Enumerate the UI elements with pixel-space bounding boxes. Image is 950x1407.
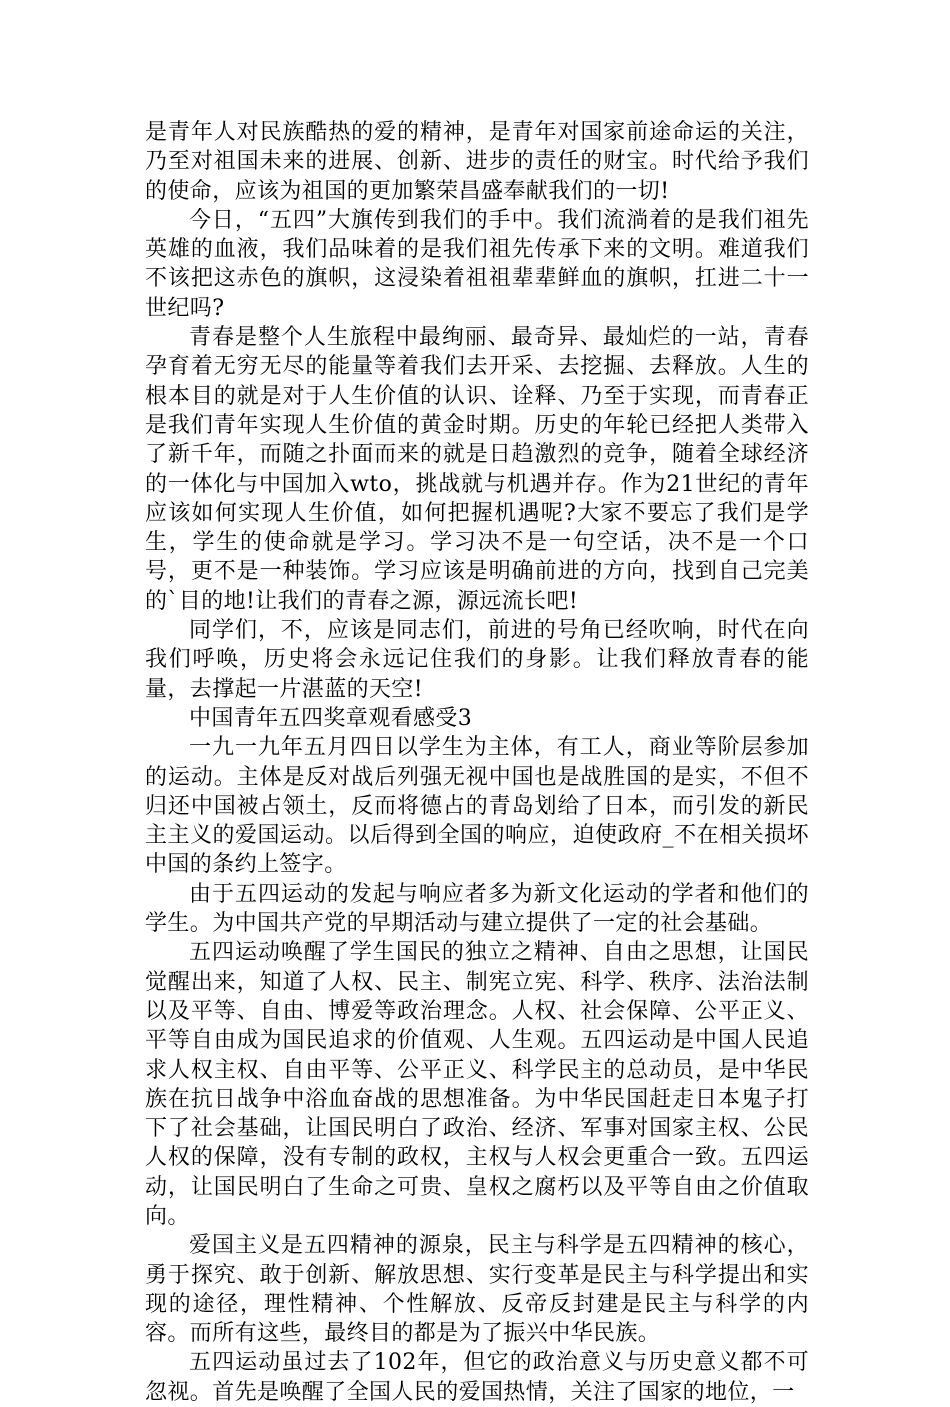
paragraph-7: 五四运动唤醒了学生国民的独立之精神、自由之思想，让国民觉醒出来，知道了人权、民主、制宪立宪、科学、秩序、法治法制以及平等、自由、博爱等政治理念。人权、社会保障、公平正义、平等自由成为国民追求的价值观、人生观。五四运动是中国人民追求人权主权、自由平等、公平正义、科学民主的总动员，是中华民族在抗日战争中浴血奋战的思想准备。为中华民国赶走日本鬼子打下了社会基础，让国民明白了政治、经济、军事对国家主权、公民人权的保障，没有专制的政权，主权与人权会更重合一致。五四运动，让国民明白了生命之可贵、皇权之腐朽以及平等自由之价值取向。 xyxy=(145,940,809,1229)
paragraph-5: 一九一九年五月四日以学生为主体，有工人，商业等阶层参加的运动。主体是反对战后列强无视中国也是战胜国的是实，不但不归还中国被占领土，反而将德占的青岛划给了日本，而引发的新民主主义的爱国运动。以后得到全国的响应，迫使政府_不在相关损坏中国的条约上签字。 xyxy=(145,735,809,878)
paragraph-1: 是青年人对民族酷热的爱的精神，是青年对国家前途命运的关注，乃至对祖国未来的进展、创新、进步的责任的财宝。时代给予我们的使命，应该为祖国的更加繁荣昌盛奉献我们的一切! xyxy=(145,120,809,204)
paragraph-3: 青春是整个人生旅程中最绚丽、最奇异、最灿烂的一站，青春孕育着无穷无尽的能量等着我们去开采、去挖掘、去释放。人生的根本目的就是对于人生价值的认识、诠释、乃至于实现，而青春正是我们青年实现人生价值的黄金时期。历史的年轮已经把人类带入了新千年，而随之扑面而来的就是日趋激烈的竞争，随着全球经济的一体化与中国加入wto，挑战就与机遇并存。作为21世纪的青年应该如何实现人生价值，如何把握机遇呢?大家不要忘了我们是学生，学生的使命就是学习。学习决不是一句空话，决不是一个口号，更不是一种装饰。学习应该是明确前进的方向，找到自己完美的`目的地!让我们的青春之源，源远流长吧! xyxy=(145,325,809,614)
document-page xyxy=(145,118,809,1407)
paragraph-6: 由于五四运动的发起与响应者多为新文化运动的学者和他们的学生。为中国共产党的早期活动与建立提供了一定的社会基础。 xyxy=(145,881,809,937)
paragraph-8: 爱国主义是五四精神的源泉，民主与科学是五四精神的核心，勇于探究、敢于创新、解放思想、实行变革是民主与科学提出和实现的途径，理性精神、个性解放、反帝反封建是民主与科学的内容。而所有这些，最终目的都是为了振兴中华民族。 xyxy=(145,1233,809,1347)
paragraph-2: 今日，“五四”大旗传到我们的手中。我们流淌着的是我们祖先英雄的血液，我们品味着的是我们祖先传承下来的文明。难道我们不该把这赤色的旗帜，这浸染着祖祖辈辈鲜血的旗帜，扛进二十一世纪吗? xyxy=(145,207,809,321)
paragraph-9: 五四运动虽过去了102年，但它的政治意义与历史意义都不可忽视。首先是唤醒了全国人民的爱国热情，关注了国家的地位，一 xyxy=(145,1350,809,1405)
paragraph-4: 同学们，不，应该是同志们，前进的号角已经吹响，时代在向我们呼唤，历史将会永远记住我们的身影。让我们释放青春的能量，去撑起一片湛蓝的天空! xyxy=(145,618,809,702)
section-heading: 中国青年五四奖章观看感受3 xyxy=(189,705,473,731)
